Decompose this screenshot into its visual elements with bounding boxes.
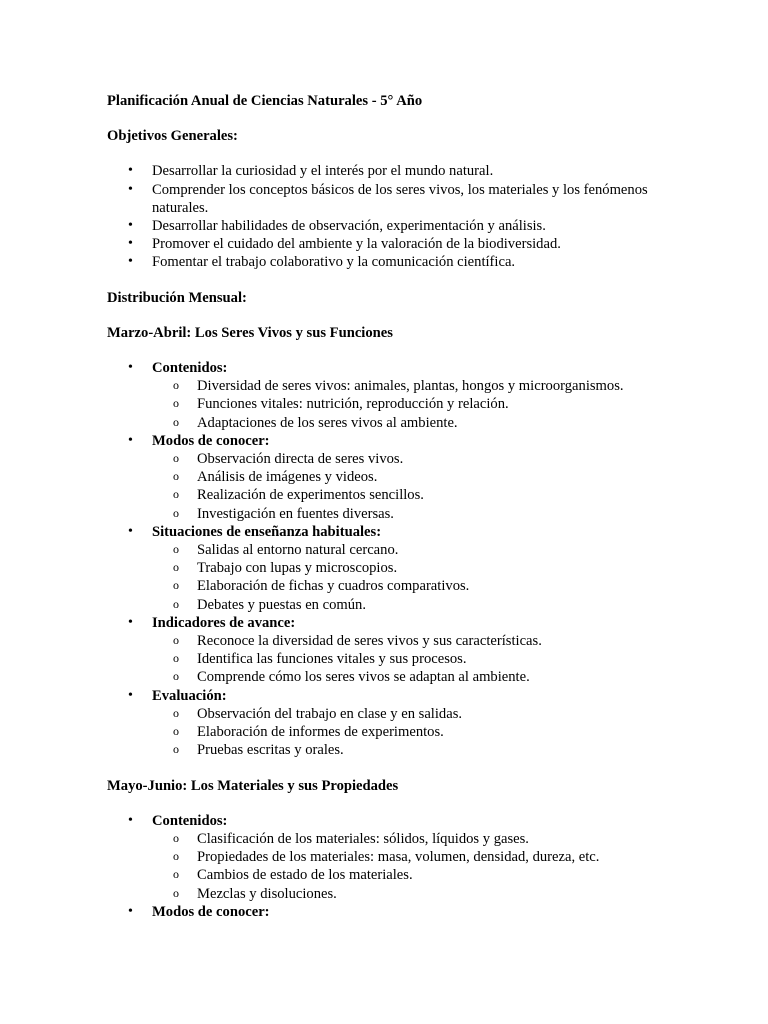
sublist-item: o Identifica las funciones vitales y sus procesos. [152, 650, 667, 668]
unit1-heading: Marzo-Abril: Los Seres Vivos y sus Funciones [107, 324, 393, 341]
sublist-item: o Comprende cómo los seres vivos se adaptan al ambiente. [152, 668, 667, 686]
sublist-item: o Cambios de estado de los materiales. [152, 866, 667, 884]
sublist-item: o Investigación en fuentes diversas. [152, 505, 667, 523]
objectives-list [107, 162, 667, 271]
document-body [107, 92, 667, 921]
sublist-item: o Reconoce la diversidad de seres vivos y sus características. [152, 632, 667, 650]
section-label: Contenidos: [152, 812, 228, 829]
sublist-item: o Observación directa de seres vivos. [152, 450, 667, 468]
section-item [107, 812, 667, 903]
section-label: Contenidos: [152, 360, 228, 377]
section-item [107, 523, 667, 614]
sublist-item: o Diversidad de seres vivos: animales, plantas, hongos y microorganismos. [152, 377, 667, 395]
document-title: Planificación Anual de Ciencias Naturales - 5° Año [107, 93, 423, 109]
section-label: Evaluación: [152, 687, 227, 704]
section-sublist [152, 830, 667, 903]
sublist-item: o Clasificación de los materiales: sólidos, líquidos y gases. [152, 830, 667, 848]
list-item: • Fomentar el trabajo colaborativo y la comunicación científica. [107, 253, 667, 271]
section-item [107, 903, 667, 921]
section-item [107, 359, 667, 432]
unit1-sections [107, 359, 667, 759]
section-item [107, 687, 667, 760]
sublist-item: o Adaptaciones de los seres vivos al ambiente. [152, 414, 667, 432]
section-item [107, 432, 667, 523]
sublist-item: o Trabajo con lupas y microscopios. [152, 559, 667, 577]
section-sublist [152, 541, 667, 614]
sublist-item: o Elaboración de fichas y cuadros comparativos. [152, 577, 667, 595]
sublist-item: o Realización de experimentos sencillos. [152, 486, 667, 504]
unit2-heading: Mayo-Junio: Los Materiales y sus Propiedades [107, 777, 399, 794]
section-label: Modos de conocer: [152, 432, 270, 449]
list-item: • Desarrollar habilidades de observación, experimentación y análisis. [107, 217, 667, 235]
sublist-item: o Pruebas escritas y orales. [152, 741, 667, 759]
sublist-item: o Debates y puestas en común. [152, 596, 667, 614]
section-sublist [152, 377, 667, 432]
section-item [107, 614, 667, 687]
section-label: Indicadores de avance: [152, 614, 296, 631]
unit2-sections [107, 812, 667, 921]
list-item: • Promover el cuidado del ambiente y la valoración de la biodiversidad. [107, 235, 667, 253]
sublist-item: o Salidas al entorno natural cercano. [152, 541, 667, 559]
sublist-item: o Mezclas y disoluciones. [152, 885, 667, 903]
section-sublist [152, 450, 667, 523]
sublist-item: o Observación del trabajo en clase y en salidas. [152, 705, 667, 723]
list-item: • Desarrollar la curiosidad y el interés por el mundo natural. [107, 162, 667, 180]
section-label: Modos de conocer: [152, 903, 270, 920]
sublist-item: o Elaboración de informes de experimentos. [152, 723, 667, 741]
objectives-heading: Objetivos Generales: [107, 128, 238, 145]
distribution-heading: Distribución Mensual: [107, 289, 247, 306]
section-sublist [152, 705, 667, 760]
section-label: Situaciones de enseñanza habituales: [152, 523, 382, 540]
list-item: • Comprender los conceptos básicos de los seres vivos, los materiales y los fenómenos naturales. [107, 181, 667, 217]
section-sublist [152, 632, 667, 687]
sublist-item: o Propiedades de los materiales: masa, volumen, densidad, dureza, etc. [152, 848, 667, 866]
sublist-item: o Análisis de imágenes y videos. [152, 468, 667, 486]
sublist-item: o Funciones vitales: nutrición, reproducción y relación. [152, 395, 667, 413]
